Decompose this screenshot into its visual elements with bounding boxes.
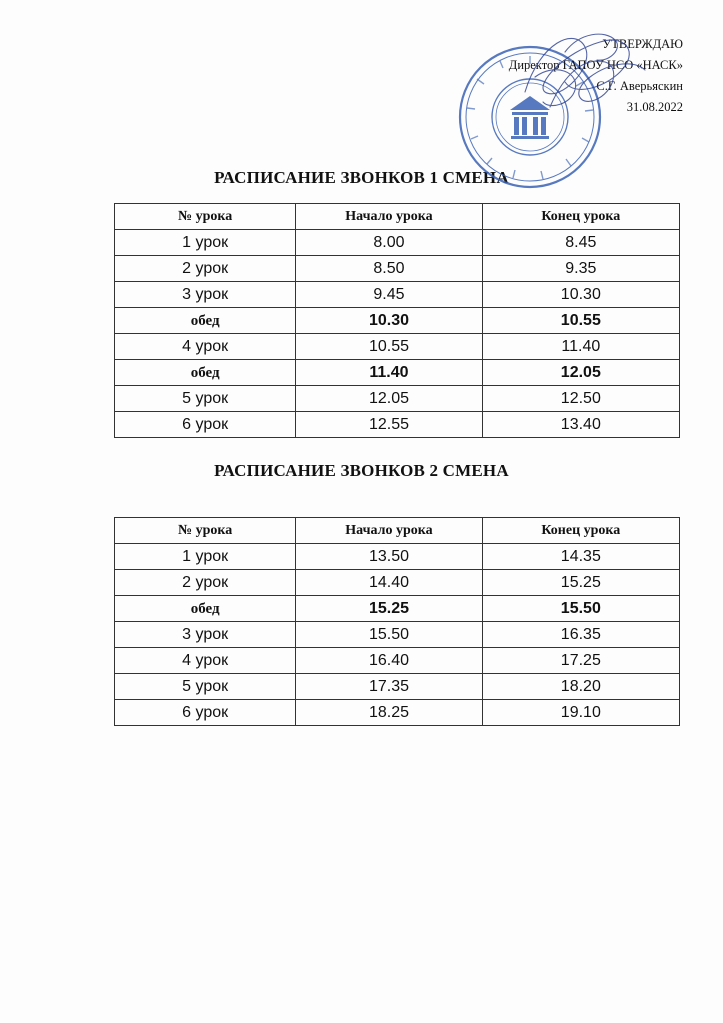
cell-end-time: 14.35 xyxy=(482,544,679,570)
shift1-schedule-table xyxy=(114,203,680,438)
table-row xyxy=(115,700,680,726)
table-row xyxy=(115,386,680,412)
table-row xyxy=(115,334,680,360)
table-row xyxy=(115,256,680,282)
column-header-end: Конец урока xyxy=(482,518,679,544)
table-row xyxy=(115,412,680,438)
cell-start-time: 15.50 xyxy=(296,622,482,648)
table-row xyxy=(115,570,680,596)
cell-lesson: 1 урок xyxy=(115,230,296,256)
cell-end-time: 10.30 xyxy=(482,282,679,308)
cell-lesson: 5 урок xyxy=(115,674,296,700)
cell-end-time: 19.10 xyxy=(482,700,679,726)
cell-start-time: 12.55 xyxy=(296,412,482,438)
cell-start-time: 18.25 xyxy=(296,700,482,726)
column-header-start: Начало урока xyxy=(296,518,482,544)
cell-lesson: 5 урок xyxy=(115,386,296,412)
cell-lesson: 6 урок xyxy=(115,412,296,438)
cell-end-time: 15.25 xyxy=(482,570,679,596)
cell-start-time: 17.35 xyxy=(296,674,482,700)
table-row-lunch xyxy=(115,360,680,386)
cell-lesson: обед xyxy=(115,360,296,386)
cell-end-time: 10.55 xyxy=(482,308,679,334)
cell-end-time: 13.40 xyxy=(482,412,679,438)
table-row-lunch xyxy=(115,308,680,334)
cell-start-time: 15.25 xyxy=(296,596,482,622)
approval-position: Директор ГАПОУ НСО «НАСК» xyxy=(508,58,683,72)
approval-signatory: С.Г. Аверьяскин xyxy=(596,79,683,93)
cell-end-time: 16.35 xyxy=(482,622,679,648)
table-row xyxy=(115,674,680,700)
cell-lesson: 2 урок xyxy=(115,256,296,282)
column-header-start: Начало урока xyxy=(296,204,482,230)
cell-lesson: 3 урок xyxy=(115,282,296,308)
column-header-end: Конец урока xyxy=(482,204,679,230)
shift1-title: РАСПИСАНИЕ ЗВОНКОВ 1 СМЕНА xyxy=(214,168,509,187)
cell-lesson: 4 урок xyxy=(115,648,296,674)
cell-lesson: 6 урок xyxy=(115,700,296,726)
approval-date: 31.08.2022 xyxy=(626,100,683,114)
cell-end-time: 8.45 xyxy=(482,230,679,256)
cell-start-time: 11.40 xyxy=(296,360,482,386)
cell-end-time: 12.05 xyxy=(482,360,679,386)
cell-end-time: 11.40 xyxy=(482,334,679,360)
shift2-title: РАСПИСАНИЕ ЗВОНКОВ 2 СМЕНА xyxy=(214,461,509,480)
cell-lesson: обед xyxy=(115,308,296,334)
cell-start-time: 10.30 xyxy=(296,308,482,334)
table-header-row xyxy=(115,204,680,230)
cell-start-time: 13.50 xyxy=(296,544,482,570)
cell-start-time: 14.40 xyxy=(296,570,482,596)
cell-lesson: 3 урок xyxy=(115,622,296,648)
cell-end-time: 17.25 xyxy=(482,648,679,674)
cell-start-time: 12.05 xyxy=(296,386,482,412)
table-row xyxy=(115,622,680,648)
column-header-lesson: № урока xyxy=(115,204,296,230)
cell-start-time: 16.40 xyxy=(296,648,482,674)
table-row xyxy=(115,648,680,674)
cell-start-time: 8.00 xyxy=(296,230,482,256)
table-header-row xyxy=(115,518,680,544)
cell-lesson: 4 урок xyxy=(115,334,296,360)
cell-start-time: 10.55 xyxy=(296,334,482,360)
shift2-schedule-table xyxy=(114,517,680,726)
cell-lesson: 2 урок xyxy=(115,570,296,596)
table-row-lunch xyxy=(115,596,680,622)
column-header-lesson: № урока xyxy=(115,518,296,544)
cell-start-time: 8.50 xyxy=(296,256,482,282)
cell-end-time: 18.20 xyxy=(482,674,679,700)
approval-heading: УТВЕРЖДАЮ xyxy=(602,37,683,51)
table-row xyxy=(115,544,680,570)
table-row xyxy=(115,230,680,256)
cell-end-time: 15.50 xyxy=(482,596,679,622)
signature-icon xyxy=(505,22,655,132)
cell-start-time: 9.45 xyxy=(296,282,482,308)
cell-end-time: 9.35 xyxy=(482,256,679,282)
cell-end-time: 12.50 xyxy=(482,386,679,412)
cell-lesson: обед xyxy=(115,596,296,622)
table-row xyxy=(115,282,680,308)
cell-lesson: 1 урок xyxy=(115,544,296,570)
